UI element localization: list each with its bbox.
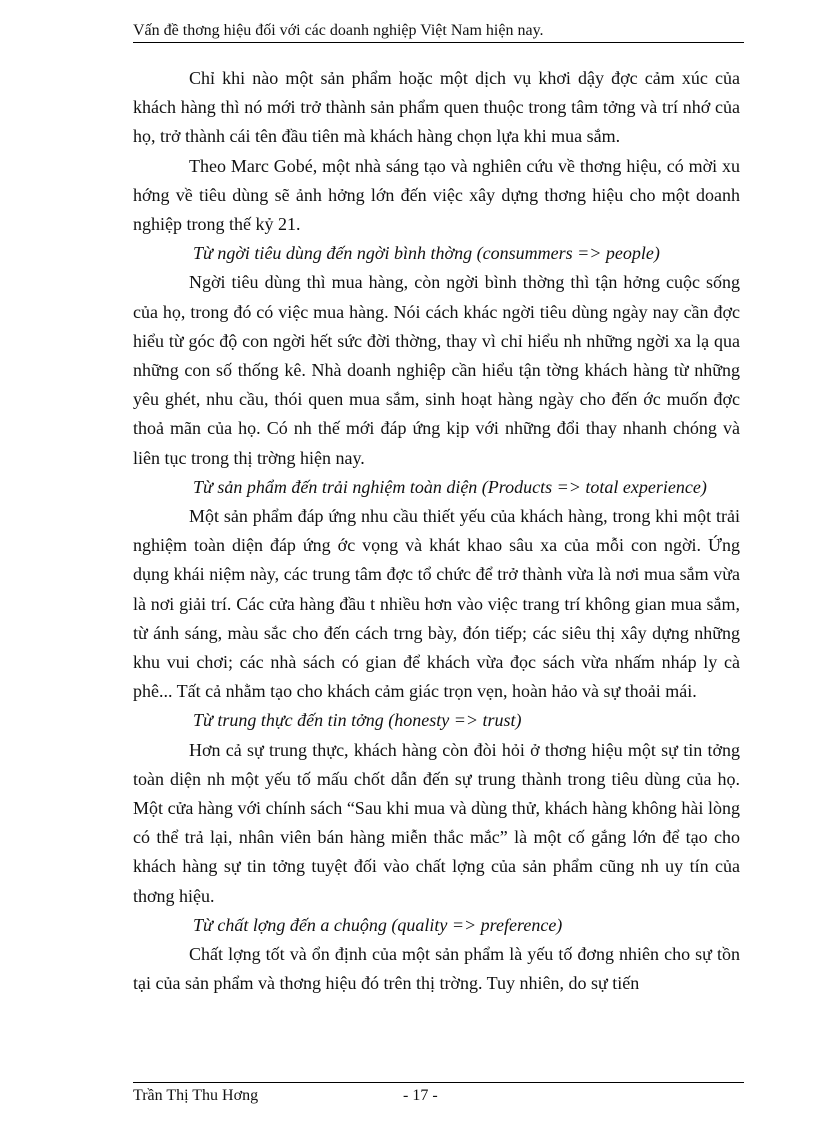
page-header [133,20,744,43]
section-subheading: Từ chất lợng đến a chuộng (quality => preference) [193,914,563,935]
paragraph: Một sản phẩm đáp ứng nhu cầu thiết yếu của khách hàng, trong khi một trải nghiệm toàn diện đáp ứng ớc vọng và khát khao sâu xa của mỗi con ngời. Ứng dụng khái niệm này, các trung tâm đợc tổ chức để trở thành vừa là nơi mua sắm vừa là nơi giải trí. Các cửa hàng đầu t nhiều hơn vào việc trang trí không gian mua sắm, từ ánh sáng, màu sắc cho đến cách trng bày, đón tiếp; các siêu thị xây dựng những khu vui chơi; các nhà sách có gian để khách vừa đọc sách vừa nhấm nháp ly cà phê... Tất cả nhằm tạo cho khách cảm giác trọn vẹn, hoàn hảo và sự thoải mái. [133,506,740,702]
paragraph: Chất lợng tốt và ổn định của một sản phẩm là yếu tố đơng nhiên cho sự tồn tại của sản phẩm và thơng hiệu đó trên thị trờng. Tuy nhiên, do sự tiến [133,944,740,994]
page-number: - 17 - [403,1087,438,1104]
paragraph: Hơn cả sự trung thực, khách hàng còn đòi hỏi ở thơng hiệu một sự tin tởng toàn diện nh một yếu tố mấu chốt dẫn đến sự trung thành trong tiêu dùng của họ. Một cửa hàng với chính sách “Sau khi mua và dùng thử, khách hàng không hài lòng có thể trả lại, nhân viên bán hàng miễn thắc mắc” là một cố gắng lớn để tạo cho khách hàng sự tin tởng tuyệt đối vào chất lợng của sản phẩm cũng nh uy tín của thơng hiệu. [133,739,740,906]
page-footer [133,1082,744,1105]
section-subheading: Từ sản phẩm đến trải nghiệm toàn diện (Products => total experience) [193,476,707,497]
section-subheading: Từ trung thực đến tin tởng (honesty => trust) [193,710,522,731]
paragraph: Theo Marc Gobé, một nhà sáng tạo và nghiên cứu về thơng hiệu, có mời xu hớng về tiêu dùng sẽ ảnh hởng lớn đến việc xây dựng thơng hiệu cho một doanh nghiệp trong thế kỷ 21. [133,155,740,235]
document-body [133,64,740,999]
paragraph: Ngời tiêu dùng thì mua hàng, còn ngời bình thờng thì tận hởng cuộc sống của họ, trong đó có việc mua hàng. Nói cách khác ngời tiêu dùng ngày nay cần đợc hiểu từ góc độ con ngời hết sức đời thờng, thay vì chỉ hiểu nh những ngời xa lạ qua những con số thống kê. Nhà doanh nghiệp cần hiểu tận tờng khách hàng từ những yêu ghét, nhu cầu, thói quen mua sắm, sinh hoạt hàng ngày cho đến ớc muốn đợc thoả mãn của họ. Có nh thế mới đáp ứng kịp với những đổi thay nhanh chóng và liên tục trong thị trờng hiện nay. [133,272,740,468]
paragraph: Chỉ khi nào một sản phẩm hoặc một dịch vụ khơi dậy đợc cảm xúc của khách hàng thì nó mới trở thành sản phẩm quen thuộc trong tâm tởng và trí nhớ của họ, trở thành cái tên đầu tiên mà khách hàng chọn lựa khi mua sắm. [133,68,740,147]
section-subheading: Từ ngời tiêu dùng đến ngời bình thờng (consummers => people) [193,243,660,264]
footer-author: Trần Thị Thu Hơng [133,1087,259,1104]
header-title: Vấn đề thơng hiệu đối với các doanh nghiệp Việt Nam hiện nay. [133,22,544,39]
